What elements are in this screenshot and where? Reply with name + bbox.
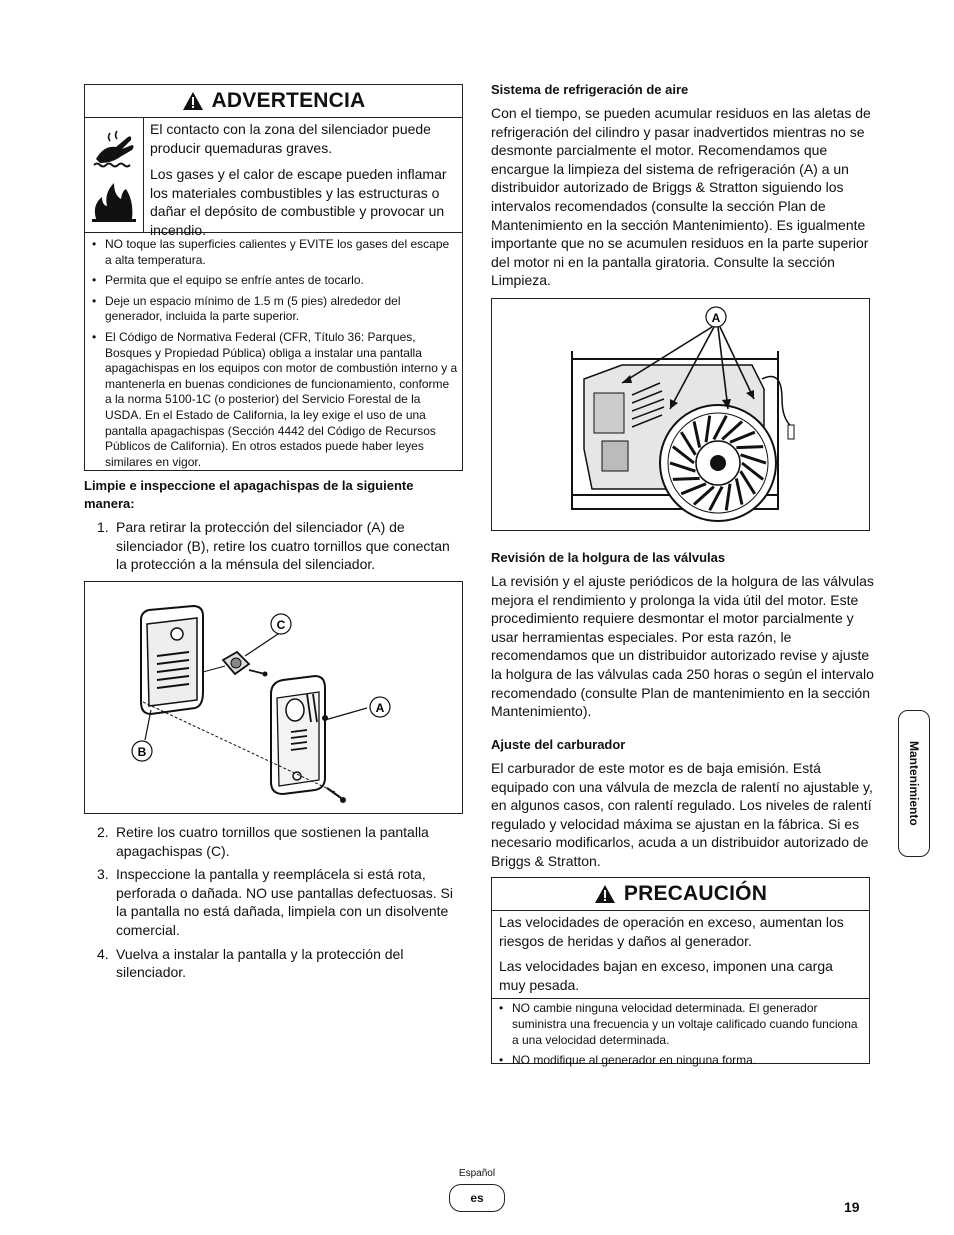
muffler-figure	[84, 581, 463, 814]
step-text: Para retirar la protección del silenciador (A) de silenciador (B), retire los cuatro tornillos que conectan la protección a la ménsula del silenciador.	[116, 519, 450, 573]
callout-a-label: A	[711, 311, 721, 325]
flywheel-fin	[673, 478, 700, 479]
step-text: Retire los cuatro tornillos que sostienen la pantalla apagachispas (C).	[116, 824, 429, 859]
spark-step	[84, 865, 464, 939]
side-tab-label: Mantenimiento	[907, 741, 921, 826]
caution-box	[491, 877, 870, 1068]
side-tab-maintenance	[898, 710, 930, 857]
warning-triangle-icon	[594, 884, 616, 904]
muffler-exploded-diagram	[85, 582, 462, 813]
spark-arrester-heading: Limpie e inspeccione el apagachispas de la siguiente manera:	[84, 478, 414, 511]
warning-bullet: • Deje un espacio mínimo de 1.5 m (5 pies) alrededor del generador, incluida la parte superior.	[87, 294, 458, 325]
warning-fire-text: Los gases y el calor de escape pueden inflamar los materiales combustibles y las estructuras o dañar el depósito de combustible y provocar un incendio.	[150, 166, 447, 238]
step-text: Vuelva a instalar la pantalla y la protección del silenciador.	[116, 945, 404, 981]
step-text: Inspeccione la pantalla y reemplácela si está rota, perforada o dañada. NO use pantallas defectuosas. Si la pantalla no está dañada, limpiela con un disolvente comercial.	[116, 866, 453, 938]
warning-box	[84, 84, 463, 471]
carburetor-heading: Ajuste del carburador	[491, 737, 626, 752]
language-badge	[449, 1184, 505, 1212]
cooling-text: Con el tiempo, se pueden acumular residuos en las aletas de refrigeración del cilindro y pasar inadvertidos mientras no se desmonte parcialmente el motor. Recomendamos que encargue la limpieza del sistema de refrigeración (A) a un distribuidor autorizado de Briggs & Stratton siguiendo los intervalos recomendados (consulte la sección Plan de Mantenimiento en la sección Mantenimiento). Es igualmente importante que no se acumulen residuos en la parte superior del motor ni en la pantalla giratoria. Consulte la sección Limpieza.	[491, 105, 871, 289]
caution-bullet-list	[492, 998, 869, 1068]
warning-bullet: • El Código de Normativa Federal (CFR, Título 36: Parques, Bosques y Propiedad Pública) obliga a instalar una pantalla apagachispas en los equipos con motor de combustión interno y a mantenerla en buenas condiciones de funcionamiento, conforme a la norma 5100-1C (o posterior) del Servicio Forestal de la USDA. En el Estado de California, la ley exige el uso de una pantalla apagachispas (Sección 4442 del Código de Recursos Públicos de California). En otros estados puede haber leyes similares en vigor.	[87, 330, 458, 470]
flywheel-fin	[736, 447, 763, 448]
caution-text-2: Las velocidades bajan en exceso, imponen una carga muy pesada.	[499, 958, 833, 993]
page-number: 19	[844, 1199, 860, 1215]
warning-title: ADVERTENCIA	[211, 89, 366, 112]
warning-bullet-list	[85, 232, 462, 470]
warning-bullet: • Permita que el equipo se enfríe antes de tocarlo.	[87, 273, 458, 289]
hazard-icons	[85, 118, 144, 232]
callout-a-label: A	[375, 701, 385, 715]
step-number: 3.	[97, 866, 109, 883]
spark-step-list-1	[84, 518, 464, 579]
caution-text-1: Las velocidades de operación en exceso, aumentan los riesgos de heridas y daños al generador.	[499, 914, 844, 949]
warning-burn-text: El contacto con la zona del silenciador puede producir quemaduras graves.	[150, 121, 431, 156]
hot-surface-burn-icon	[90, 127, 138, 169]
spark-step	[84, 823, 464, 860]
callout-b-label: B	[137, 745, 147, 759]
engine-figure	[491, 298, 870, 531]
footer-language: Español	[458, 1168, 496, 1179]
spark-step	[84, 518, 464, 574]
valves-text: La revisión y el ajuste periódicos de la holgura de las válvulas mejora el rendimiento y prolonga la vida útil del motor. Este procedimiento requiere desmontar el motor parcialmente y usar herramientas especiales. Por esta razón, le recomendamos que un distribuidor autorizado revise y ajuste la holgura de las válvulas cada 250 horas o según el intervalo recomendado (consulte Plan de mantenimiento en la sección Mantenimiento).	[491, 573, 874, 720]
spark-step	[84, 945, 464, 982]
caution-banner	[492, 878, 869, 911]
caution-bullet: • NO cambie ninguna velocidad determinada. El generador suministra una frecuencia y un voltaje calificado cuando funciona a una velocidad determinada.	[494, 1001, 865, 1048]
carburetor-text: El carburador de este motor es de baja emisión. Está equipado con una válvula de mezcla de ralentí no ajustable y, en algunos casos, con ralentí regulado. Los niveles de ralentí regulado y velocidad máxima se ajustan en la fábrica. Si es necesario modificarlos, acuda a un distribuidor autorizado de Briggs & Stratton.	[491, 760, 873, 869]
step-number: 4.	[97, 945, 109, 962]
warning-triangle-icon	[182, 91, 204, 111]
step-number: 2.	[97, 824, 109, 840]
step-number: 1.	[97, 519, 109, 535]
warning-hazard-row	[85, 118, 462, 238]
callout-c-label: C	[276, 618, 286, 632]
valves-heading: Revisión de la holgura de las válvulas	[491, 550, 726, 565]
caution-bullet: • NO modifique al generador en ninguna forma.	[494, 1053, 865, 1069]
cooling-heading: Sistema de refrigeración de aire	[491, 82, 689, 97]
caution-title: PRECAUCIÓN	[623, 882, 768, 905]
spark-step-list-2	[84, 823, 464, 987]
warning-banner	[85, 85, 462, 118]
language-code: es	[470, 1191, 484, 1205]
engine-cooling-diagram	[492, 299, 869, 530]
fire-icon	[90, 179, 138, 223]
warning-bullet: • NO toque las superficies calientes y EVITE los gases del escape a alta temperatura.	[87, 237, 458, 268]
